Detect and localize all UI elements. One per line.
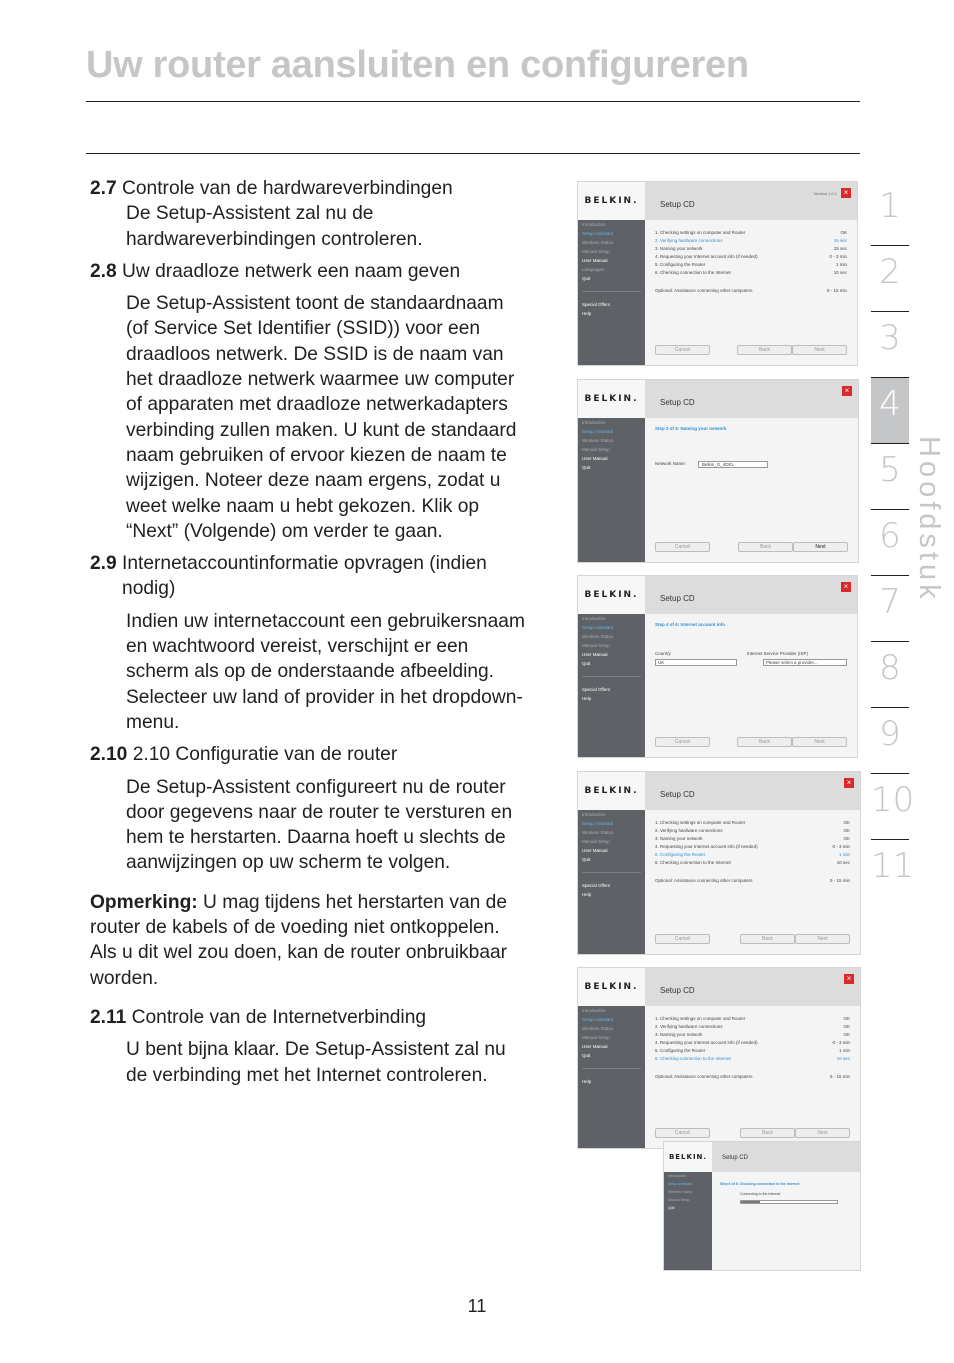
sidebar — [578, 1006, 645, 1148]
chapter-tab[interactable]: 9 — [871, 708, 909, 774]
menu-item[interactable]: Quit — [582, 857, 591, 862]
step-title: Step 4 of 6: Internet account info — [655, 622, 726, 627]
main-panel — [645, 418, 858, 562]
sidebar — [664, 1172, 712, 1270]
belkin-logo: BELKIN. — [578, 182, 645, 220]
sidebar — [578, 614, 645, 757]
step-row: 2. Verifying hardware connections 15 sec — [655, 237, 847, 243]
cancel-button[interactable]: Cancel — [655, 737, 710, 747]
belkin-logo: BELKIN. — [578, 968, 645, 1006]
step-row: 5. Configuring the Router 1 min — [655, 1047, 850, 1053]
step-row: 6. Checking connection to the Internet 10 sec — [655, 859, 850, 865]
dropdown-row — [655, 657, 847, 667]
menu-item[interactable]: User Manual — [582, 456, 608, 461]
cancel-button[interactable]: Cancel — [655, 345, 710, 355]
menu-item[interactable]: Wireless Status — [582, 1026, 614, 1031]
menu-item[interactable]: User Manual — [582, 848, 608, 853]
section-text: Indien uw internetaccount een gebruikersnaam en wachtwoord vereist, verschijnt er een scherm als op de onderstaande afbeelding. Selecteer uw land of provider in het dropdown-menu. — [126, 610, 525, 733]
app-title: Setup CD — [722, 1155, 749, 1161]
chapter-tab[interactable]: 5 — [871, 444, 909, 510]
chapter-tab[interactable]: 1 — [871, 180, 909, 246]
section-heading — [90, 1005, 530, 1030]
chapter-tab[interactable]: 8 — [871, 642, 909, 708]
close-icon[interactable]: × — [841, 582, 851, 592]
network-name-input[interactable]: Belkin_G_4DEL — [698, 461, 768, 468]
section-heading — [90, 551, 530, 602]
network-name-row: Network Name: Belkin_G_4DEL — [655, 459, 848, 469]
version: Version 1.0.1 — [813, 191, 837, 196]
section-number: 2.8 — [90, 260, 117, 282]
main-panel — [712, 1172, 860, 1270]
next-button[interactable]: Next — [795, 1128, 850, 1138]
menu-item[interactable]: User Manual — [582, 258, 608, 263]
screenshot-naming-network — [577, 379, 859, 563]
app-title: Setup CD — [660, 398, 695, 407]
main-panel — [645, 1006, 860, 1148]
menu-item[interactable]: Languages — [582, 267, 605, 272]
chapter-label: Hoofdstuk — [913, 436, 945, 603]
belkin-logo: BELKIN. — [664, 1142, 712, 1172]
step-title: Step 3 of 6: Naming your network — [655, 426, 727, 431]
close-icon[interactable]: × — [844, 974, 854, 984]
chapter-nav — [871, 180, 915, 906]
progress-bar — [740, 1200, 838, 1204]
menu-item[interactable]: Manual Setup — [582, 447, 610, 452]
menu-item[interactable]: Special Offers — [582, 883, 611, 888]
next-button[interactable]: Next — [795, 934, 850, 944]
section-text: De Setup-Assistent zal nu de hardwareverbindingen controleren. — [126, 203, 423, 250]
app-title: Setup CD — [660, 200, 695, 209]
chapter-tab[interactable]: 2 — [871, 246, 909, 312]
dropdown-labels: Country Internet Service Provider (ISP) — [655, 650, 809, 656]
status-text: Connecting to the Internet — [740, 1192, 781, 1196]
menu-item[interactable]: Setup Assistant — [582, 625, 614, 630]
menu-item[interactable]: User Manual — [582, 652, 608, 657]
section-heading — [90, 176, 530, 201]
menu-item[interactable]: Setup Assistant — [582, 231, 614, 236]
section-heading — [90, 259, 530, 284]
sidebar — [578, 220, 645, 365]
section-number: 2.9 — [90, 553, 117, 575]
section-title: Internetaccountinformatie opvragen (indien nodig) — [122, 553, 487, 600]
step-row: 4. Requesting your Internet account info (if needed) 0 - 3 min — [655, 1039, 850, 1045]
step-row: 1. Checking settings on computer and Router OK — [655, 1015, 850, 1021]
section-number: 2.10 — [90, 744, 128, 766]
menu-item[interactable]: Quit — [582, 276, 591, 281]
body-text — [90, 176, 530, 1088]
screenshot-connecting — [663, 1141, 861, 1271]
chapter-tab[interactable]: 3 — [871, 312, 909, 378]
belkin-logo: BELKIN. — [578, 380, 645, 418]
main-panel — [645, 810, 860, 954]
next-button[interactable]: Next — [792, 737, 847, 747]
screenshot-hardware-check — [577, 181, 858, 366]
step-row: 2. Verifying hardware connections OK — [655, 1023, 850, 1029]
optional-row: Optional: Assistance connecting other computers 5 - 15 min — [655, 877, 850, 883]
back-button[interactable]: Back — [737, 737, 792, 747]
chapter-tab-active[interactable]: 4 — [871, 378, 909, 444]
next-button[interactable]: Next — [792, 345, 847, 355]
app-title: Setup CD — [660, 790, 695, 799]
menu-item[interactable]: Help — [582, 696, 592, 701]
main-panel — [645, 614, 857, 757]
chapter-tab[interactable]: 7 — [871, 576, 909, 642]
section-text: De Setup-Assistent configureert nu de router door gegevens naar de router te versturen en hem te herstarten. Daarna hoeft u slechts de aanwijzingen op uw scherm te volgen. — [126, 776, 513, 874]
step-row: 4. Requesting your Internet account info (if needed) 0 - 3 min — [655, 843, 850, 849]
step-row: 3. Naming your network OK — [655, 835, 850, 841]
sidebar — [578, 810, 645, 954]
main-panel — [645, 220, 857, 365]
menu-item[interactable]: Manual Setup — [582, 643, 610, 648]
screenshot-checking-internet — [577, 967, 861, 1149]
sidebar — [578, 418, 645, 562]
menu-item[interactable]: Setup Assistant — [582, 429, 614, 434]
menu-item[interactable]: Quit — [668, 1206, 675, 1210]
back-button[interactable]: Back — [740, 1128, 795, 1138]
back-button[interactable]: Back — [740, 934, 795, 944]
section-number: 2.11 — [90, 1006, 127, 1028]
note-label: Opmerking: — [90, 891, 198, 913]
menu-item[interactable]: Manual Setup — [582, 839, 610, 844]
section-title: 2.10 Configuratie van de router — [132, 744, 398, 766]
menu-item[interactable]: Wireless Status — [582, 830, 614, 835]
section-heading — [90, 742, 530, 767]
step-row: 3. Naming your network 15 sec — [655, 245, 847, 251]
screenshot-account-info — [577, 575, 858, 758]
page-title: Uw router aansluiten en configureren — [86, 44, 749, 86]
isp-select[interactable]: Please select a provider... — [763, 659, 847, 666]
menu-item[interactable]: Help — [582, 1079, 592, 1084]
section-number: 2.7 — [90, 178, 117, 199]
menu-item[interactable]: Help — [582, 311, 592, 316]
note-text: U mag tijdens het herstarten van de router de kabels of de voeding niet ontkoppelen. Als u dit wel zou doen, kan de router onbruikbaar worden. — [90, 891, 508, 989]
cancel-button[interactable]: Cancel — [655, 1128, 710, 1138]
step-row: 6. Checking connection to the Internet 10 sec — [655, 1055, 850, 1061]
menu-item[interactable]: Special Offers — [582, 302, 611, 307]
step-row: 6. Checking connection to the Internet 10 sec — [655, 269, 847, 275]
step-row: 5. Configuring the Router 1 min — [655, 261, 847, 267]
menu-item[interactable]: Introduction — [582, 616, 606, 621]
close-icon[interactable]: × — [841, 188, 851, 198]
menu-item[interactable]: Special Offers — [582, 687, 611, 692]
back-button[interactable]: Back — [737, 345, 792, 355]
close-icon[interactable]: × — [842, 386, 852, 396]
menu-item[interactable]: User Manual — [582, 1044, 608, 1049]
step-title: Step 6 of 6: Checking connection to the Internet — [720, 1182, 800, 1186]
menu-item[interactable]: Setup Assistant — [668, 1182, 693, 1186]
menu-item[interactable]: Introduction — [668, 1174, 687, 1178]
chapter-tab[interactable]: 6 — [871, 510, 909, 576]
header-rule — [86, 153, 860, 154]
chapter-tab[interactable]: 10 — [871, 774, 909, 840]
step-row: 3. Naming your network OK — [655, 1031, 850, 1037]
cancel-button[interactable]: Cancel — [655, 542, 710, 552]
optional-row: Optional: Assistance connecting other computers 5 - 15 min — [655, 287, 847, 293]
menu-item[interactable]: Manual Setup — [582, 249, 610, 254]
next-button[interactable]: Next — [793, 542, 848, 552]
menu-item[interactable]: Wireless Status — [668, 1190, 693, 1194]
menu-item[interactable]: Introduction — [582, 222, 606, 227]
menu-item[interactable]: Setup Assistant — [582, 1017, 614, 1022]
step-row: 4. Requesting your Internet account info (if needed) 0 - 3 min — [655, 253, 847, 259]
step-row: 2. Verifying hardware connections OK — [655, 827, 850, 833]
menu-item[interactable]: Wireless Status — [582, 240, 614, 245]
cancel-button[interactable]: Cancel — [655, 934, 710, 944]
menu-item[interactable]: Manual Setup — [582, 1035, 610, 1040]
menu-item[interactable]: Quit — [582, 465, 591, 470]
section-text: U bent bijna klaar. De Setup-Assistent zal nu de verbinding met het Internet controleren. — [126, 1039, 506, 1086]
menu-item[interactable]: Introduction — [582, 420, 606, 425]
menu-item[interactable]: Quit — [582, 1053, 591, 1058]
menu-item[interactable]: Manual Setup — [668, 1198, 690, 1202]
back-button[interactable]: Back — [738, 542, 793, 552]
belkin-logo: BELKIN. — [578, 576, 645, 614]
optional-row: Optional: Assistance connecting other computers 5 - 15 min — [655, 1073, 850, 1079]
step-row: 5. Configuring the Router 1 min — [655, 851, 850, 857]
screenshot-configuring-router — [577, 771, 861, 955]
note — [90, 890, 530, 991]
app-title: Setup CD — [660, 986, 695, 995]
app-title: Setup CD — [660, 594, 695, 603]
menu-item[interactable]: Quit — [582, 661, 591, 666]
menu-item[interactable]: Help — [582, 892, 592, 897]
belkin-logo: BELKIN. — [578, 772, 645, 810]
menu-item[interactable]: Introduction — [582, 812, 606, 817]
section-text: De Setup-Assistent toont de standaardnaam (of Service Set Identifier (SSID)) voor een draadloos netwerk. De SSID is de naam van het draadloze netwerk waarmee uw computer of apparaten met draadloze netwerkadapters verbinding zullen maken. U kunt de standaard naam gebruiken of ervoor kiezen de naam te wijzigen. Noteer deze naam ergens, zodat u weet welke naam u hebt gekozen. Klik op “Next” (Volgende) om verder te gaan. — [126, 293, 517, 542]
section-title: Controle van de hardwareverbindingen — [122, 178, 453, 199]
menu-item[interactable]: Introduction — [582, 1008, 606, 1013]
menu-item[interactable]: Wireless Status — [582, 634, 614, 639]
page-number: 11 — [467, 1296, 487, 1316]
section-title: Controle van de Internetverbinding — [131, 1006, 427, 1028]
section-title: Uw draadloze netwerk een naam geven — [122, 260, 461, 282]
chapter-tab[interactable]: 11 — [871, 846, 915, 886]
menu-item[interactable]: Setup Assistant — [582, 821, 614, 826]
country-select[interactable]: UK — [655, 659, 737, 666]
step-row: 1. Checking settings on computer and Router OK — [655, 819, 850, 825]
step-row: 1. Checking settings on computer and Router OK — [655, 229, 847, 235]
title-rule — [86, 101, 860, 102]
menu-item[interactable]: Wireless Status — [582, 438, 614, 443]
close-icon[interactable]: × — [844, 778, 854, 788]
